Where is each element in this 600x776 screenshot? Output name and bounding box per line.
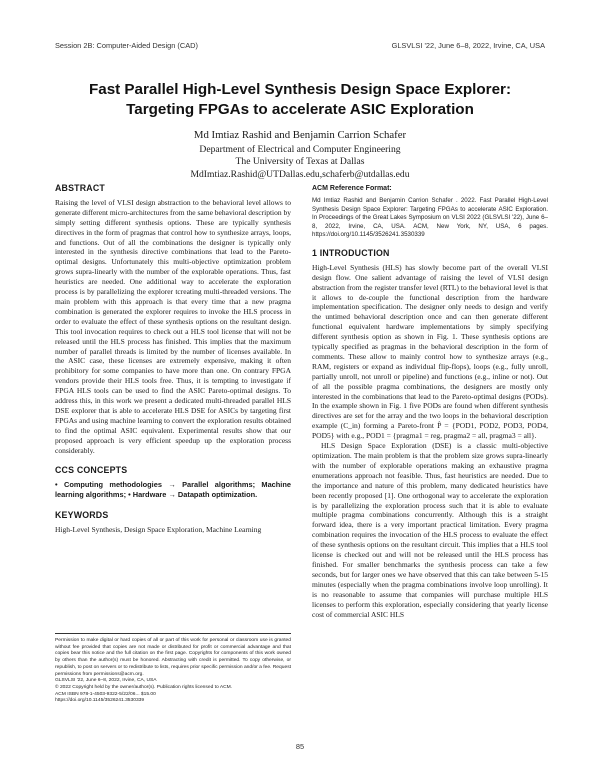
ccs-heading: CCS CONCEPTS xyxy=(55,465,128,476)
running-head xyxy=(55,41,545,53)
permission-notice: Permission to make digital or hard copies of all or part of this work for personal or classroom use is granted without fee provided that copies are not made or distributed for profit or commercial advantage and that copies bear this notice and the full citation on the first page. Copyrights for components of this work owned by others than the author(s) must be honored. Abstracting with credit is permitted. To copy otherwise, or republish, to post on servers or to redistribute to lists, requires prior specific permission and/or a fee. Request permissions from permissions@acm.org. xyxy=(55,638,291,677)
introduction-paragraph-1: High-Level Synthesis (HLS) has slowly become part of the overall VLSI design flow. One salient advantage of raising the level of VLSI design abstraction from the register transfer level (RTL) to the behavioral level is that it allows to de-couple the functional description from the hardware implementation specification. The designer only needs to design and verify the untimed behavioral description once and can then generate different functional equivalent hardware implementations by simply specifying different synthesis option as shown in Fig. 1. These synthesis options are typically specified as pragmas in the behavioral description in the form of comments. These allow to mainly control how to synthesize arrays (e.g., RAM, registers or expand as individual flip-flops), loops (e.g., fully unroll, partially unroll, not unroll or pipeline) and functions (e.g., inline or not). Out of all the possible pragma combinations, the designers are mostly only interested in the combinations that lead to the Pareto-optimal designs (PODs). In the example shown in Fig. 1 five PODs are found when different synthesis directives are set for the array and the two loops in the behavioral description example (C_in) forming a Pareto-front P̂ = {POD1, POD2, POD3, POD4, POD5} with e.g., POD1 = {pragma1 = reg, pragma2 = all, pragma3 = all}. xyxy=(312,262,548,441)
title-line-2: Targeting FPGAs to accelerate ASIC Exploration xyxy=(126,100,474,118)
footnote-venue: GLSVLSI '22, June 6–8, 2022, Irvine, CA, USA xyxy=(55,678,157,684)
introduction-paragraph-2: HLS Design Space Exploration (DSE) is a classic multi-objective optimization. The main problem is that the problem size grows supra-linearly with the number of explorable operations making an exhaustive pragma enumerations approach not feasible. Thus, fast heuristics are needed. Due to the importance and nature of this problem, many dedicated heuristics have been recently proposed [1]. One orthogonal way to accelerate the exploration is by parallelizing the exploration process such that it is able to evaluate multiple pragma combinations concurrently. Although this is a straight forward idea, there is a very important practical limitation. Every pragma combination requires the invocation of the HLS process to evaluate the effect of these synthesis options on the resultant circuit. This implies that a HLS tool license is checked out and will not be released until the HLS process has finished. For smaller benchmarks the synthesis process can take a few seconds, but for larger ones we have observed that this can take between 5-15 minutes (especially when the pragma combinations involve loop unrolling). It is no reasonable to assume that companies will purchase multiple HLS licenses to perform this exploration, especially considering that yearly license cost of commercial ASIC HLS xyxy=(312,441,548,619)
keywords-heading: KEYWORDS xyxy=(55,510,109,521)
right-column xyxy=(312,184,548,619)
title-line-1: Fast Parallel High-Level Synthesis Design Space Explorer: xyxy=(88,81,512,98)
abstract-heading: ABSTRACT xyxy=(55,183,105,193)
left-column xyxy=(55,184,291,535)
introduction-heading: 1 INTRODUCTION xyxy=(312,247,390,258)
ccs-text: • Computing methodologies → Parallel algorithms; Machine learning algorithms; • Hardware → Datapath optimization. xyxy=(55,480,291,500)
copyright-footnote xyxy=(55,633,291,705)
paper-title xyxy=(40,80,560,119)
author-names: Md Imtiaz Rashid and Benjamin Carrion Schafer xyxy=(193,129,407,141)
reference-format-text: Md Imtiaz Rashid and Benjamin Carrion Schafer . 2022. Fast Parallel High-Level Synthesis Design Space Explorer: Targeting FPGAs to accelerate ASIC Exploration. In Proceedings of the Great Lakes Symposium on VLSI 2022 (GLSVLSI '22), June 6–8, 2022, Irvine, CA, USA. ACM, New York, NY, USA, 6 pages. https://doi.org/10.1145/3526241.3530339 xyxy=(312,196,548,239)
footnote-doi[interactable]: https://doi.org/10.1145/3526241.3530339 xyxy=(55,698,145,704)
conference-label: GLSVLSI '22, June 6–8, 2022, Irvine, CA, USA xyxy=(391,41,545,50)
abstract-text: Raising the level of VLSI design abstraction to the behavioral level allows to generate different micro-architectures from the same behavioral description by simply setting different synthesis options. These are typically synthesis directives in the form of pragmas that control how to synthesize arrays, loops, and functions. Out of all the combinations the designer is typically only interested in the synthesis directive combinations that lead to the Pareto-optimal designs. Unfortunately this multi-objective optimization problem grows supra-linearly with the number of the explorable operations. Thus, fast heuristics are needed. One additional way to accelerate the exploration process is by parallelizing the explorer tcreating multi-threaded versions. The main problem with this approach is that every time that a new pragma combination is generated the explorer requires to invoke the HLS process in order to evaluate the effect of these synthesis options on the resultant design. This tool invocation requires to check out a HLS tool license that will not be released until the HLS process has finished. This implies that the maximum number of parallel threads is limited by the number of licenses available. In the ASIC case, these licenses are extremely expensive, making it often prohibitory for some companies to have more than one. On contrary FPGA vendors provide their HLS tools free. Thus, it is tempting to investigate if FPGA HLS tools can be used to find the ASIC Pareto-optimal designs. To address this, in this work we present a dedicated multi-threaded parallel HLS DSE explorer that is able to accelerate HLS DSE for ASICs by targeting first FPGAs and using machine learning to convert the exploration results obtained to find the optimal ASIC equivalent. Experimental results show that our proposed approach is very efficient speedup up the exploration process considerably. xyxy=(55,197,292,455)
session-label: Session 2B: Computer-Aided Design (CAD) xyxy=(55,41,198,50)
author-block xyxy=(40,129,560,181)
footnote-copyright: © 2022 Copyright held by the owner/author(s). Publication rights licensed to ACM. xyxy=(55,684,233,690)
page-number: 85 xyxy=(295,742,305,751)
university: The University of Texas at Dallas xyxy=(235,156,365,168)
footnote-isbn: ACM ISBN 978-1-4503-9322-5/22/06... $15.00 xyxy=(55,691,156,697)
keywords-text: High-Level Synthesis, Design Space Exploration, Machine Learning xyxy=(55,525,262,535)
department: Department of Electrical and Computer Engineering xyxy=(199,144,401,156)
reference-format-heading: ACM Reference Format: xyxy=(312,185,392,192)
author-emails: MdImtiaz.Rashid@UTDallas.edu,schaferb@utdallas.edu xyxy=(190,168,410,180)
